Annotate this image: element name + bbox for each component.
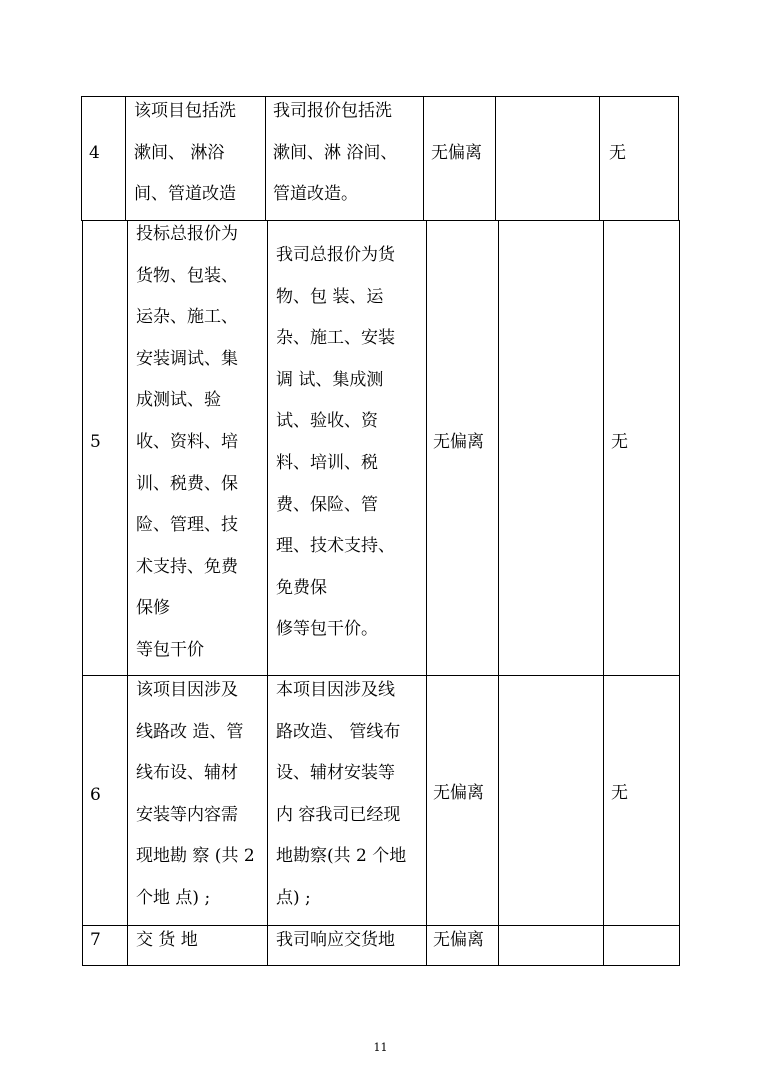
row-4-border-3 xyxy=(423,96,424,221)
row-4-note: 无 xyxy=(609,143,626,163)
row-4-requirement: 该项目包括洗 漱间、 淋浴 间、管道改造 xyxy=(134,101,236,205)
row-4-border-2 xyxy=(265,96,266,221)
row-7-response: 我司响应交货地 xyxy=(276,930,395,950)
row-4-border-1 xyxy=(125,96,126,221)
row-4-number: 4 xyxy=(89,143,100,163)
row-4-border-4 xyxy=(495,96,496,221)
row-5-response: 我司总报价为货 物、包 装、运 杂、施工、安装 调 试、集成测 试、验收、资 料、培训、税 费、保险、管 理、技术支持、 免费保 修等包干价。 xyxy=(276,245,395,640)
body-border-1 xyxy=(127,220,128,966)
row-5-note: 无 xyxy=(611,432,628,452)
row-4-response: 我司报价包括洗 漱间、淋 浴间、 管道改造。 xyxy=(273,101,398,205)
body-border-2 xyxy=(267,220,268,966)
row-5-deviation: 无偏离 xyxy=(433,432,484,452)
row-7-requirement: 交 货 地 xyxy=(136,930,198,950)
row-7-number: 7 xyxy=(90,930,101,950)
body-border-5 xyxy=(603,220,604,966)
row-6-deviation: 无偏离 xyxy=(433,783,484,803)
row-4-deviation: 无偏离 xyxy=(431,143,482,163)
row-6-note: 无 xyxy=(611,783,628,803)
row-4-border-6 xyxy=(678,96,679,221)
page-number: 11 xyxy=(373,1041,388,1054)
row-5-requirement: 投标总报价为 货物、包装、 运杂、施工、 安装调试、集 成测试、验 收、资料、培 训、税费、保 险、管理、技 术支持、免费 保修 等包干价 xyxy=(136,224,238,660)
body-border-3 xyxy=(426,220,427,966)
row-7-deviation: 无偏离 xyxy=(433,930,484,950)
row-5-number: 5 xyxy=(90,432,101,452)
row-4-border-0 xyxy=(81,96,82,221)
row-6-number: 6 xyxy=(90,785,101,805)
body-border-4 xyxy=(498,220,499,966)
row-4-border-5 xyxy=(599,96,600,221)
row-6-response: 本项目因涉及线 路改造、 管线布 设、辅材安装等 内 容我司已经现 地勘察(共 2 个地 点) ; xyxy=(276,680,407,908)
body-border-0 xyxy=(82,220,83,966)
body-border-6 xyxy=(679,220,680,966)
row-7-bottom-border xyxy=(82,965,680,966)
row-6-requirement: 该项目因涉及 线路改 造、管 线布设、辅材 安装等内容需 现地勘 察 (共 2 个地 点) ; xyxy=(136,680,255,908)
